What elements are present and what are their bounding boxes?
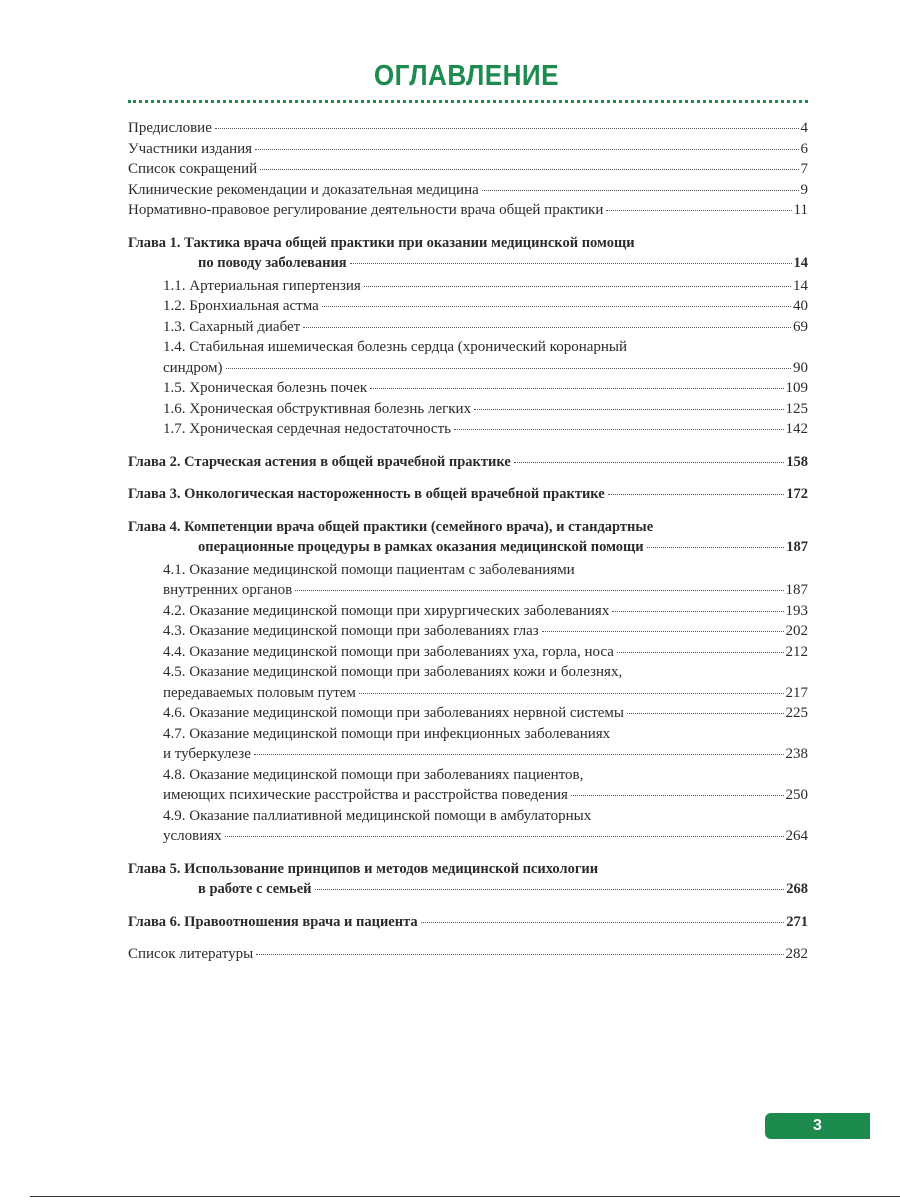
toc-page-number: 187 [785,582,808,598]
toc-entry-title: Участники издания [128,140,253,157]
toc-section-entry [128,806,808,847]
toc-section-entry [128,621,808,642]
toc-section-entry [128,276,808,297]
toc-entry-title: 4.6. Оказание медицинской помощи при заболеваниях нервной системы [163,705,624,721]
dot-leader [256,954,783,955]
toc-entry-first-line: Глава 1. Тактика врача общей практики при оказании медицинской помощи [128,234,635,251]
toc-section-entry [128,296,808,317]
dot-leader [474,409,783,410]
toc-entry-title: 4.2. Оказание медицинской помощи при хирургических заболеваниях [163,602,610,619]
toc-entry-title: условиях [163,828,222,844]
toc-section-entry [128,337,808,378]
dot-leader [421,922,785,923]
toc-entry-title: Глава 6. Правоотношения врача и пациента [128,913,418,930]
toc-chapter-entry [128,912,808,933]
toc-entry-title: в работе с семьей [198,881,312,897]
toc-entry [128,944,808,965]
toc-chapter-entry [128,859,808,900]
dot-leader [359,693,784,694]
toc-chapter-entry [128,452,808,473]
toc-section-entry [128,560,808,601]
toc-page-number: 217 [785,684,808,701]
dot-leader [315,889,785,890]
dot-leader [542,631,784,632]
dot-leader [612,611,783,612]
toc-page-number: 158 [786,453,808,470]
dot-leader [454,429,784,430]
toc-page-number: 6 [800,140,808,157]
table-of-contents [128,118,808,965]
toc-page-number: 14 [793,255,808,271]
toc-entry-title: Клинические рекомендации и доказательная медицина [128,181,479,198]
dot-leader [255,149,798,150]
dot-leader [215,128,799,129]
dot-leader [514,462,784,463]
dot-leader [303,327,791,328]
toc-entry-title: Предисловие [128,120,212,136]
toc-page-number: 271 [786,913,808,930]
toc-entry-title: 1.3. Сахарный диабет [163,318,301,335]
toc-entry [128,118,808,139]
toc-entry [128,159,808,180]
dot-leader [608,494,785,495]
toc-entry [128,139,808,160]
toc-entry-title: 4.4. Оказание медицинской помощи при заболеваниях уха, горла, носа [163,643,614,660]
toc-page-number: 268 [786,881,808,897]
toc-page-number: 187 [786,539,808,555]
toc-entry-title: и туберкулезе [163,746,251,762]
toc-section-entry [128,765,808,806]
toc-entry-title: внутренних органов [163,582,293,598]
toc-page-number: 9 [800,181,808,198]
page-number-tab: 3 [765,1113,870,1139]
toc-page-number: 69 [793,318,808,335]
toc-section-entry [128,642,808,663]
toc-entry-title: синдром) [163,359,223,376]
toc-entry-title: 4.3. Оказание медицинской помощи при заболеваниях глаз [163,623,539,639]
toc-entry-title: Глава 2. Старческая астения в общей врачебной практике [128,453,511,470]
dot-leader [606,210,791,211]
toc-section-entry [128,317,808,338]
toc-section-entry [128,662,808,703]
dot-leader [226,368,791,369]
toc-entry-first-line: 4.5. Оказание медицинской помощи при заболеваниях кожи и болезнях, [163,664,623,680]
toc-page-number: 264 [785,828,808,844]
toc-entry-first-line: 4.8. Оказание медицинской помощи при заболеваниях пациентов, [163,766,584,783]
toc-entry-title: имеющих психические расстройства и расстройства поведения [163,787,568,803]
toc-entry-title: 1.1. Артериальная гипертензия [163,277,361,294]
dot-leader [627,713,784,714]
dot-leader [254,754,784,755]
toc-entry-title: по поводу заболевания [198,255,347,271]
toc-page-number: 212 [785,643,808,660]
toc-section-entry [128,703,808,724]
toc-entry-first-line: 1.4. Стабильная ишемическая болезнь сердца (хронический коронарный [163,339,628,355]
toc-page-number: 225 [785,705,808,721]
toc-entry-title: 1.6. Хроническая обструктивная болезнь легких [163,400,472,417]
dot-leader [370,388,783,389]
dot-leader [571,795,784,796]
toc-entry-first-line: 4.1. Оказание медицинской помощи пациентам с заболеваниями [163,561,575,578]
dot-leader [295,590,783,591]
toc-entry-title: передаваемых половым путем [163,684,356,701]
page-title: ОГЛАВЛЕНИЕ [373,60,559,92]
toc-section-entry [128,399,808,420]
toc-page-number: 7 [800,161,808,177]
toc-page-number: 142 [785,421,808,437]
toc-chapter-entry [128,484,808,505]
toc-page-number: 40 [793,298,808,314]
toc-entry-title: Список сокращений [128,161,258,177]
toc-page-number: 14 [793,277,808,294]
toc-section-entry [128,601,808,622]
toc-chapter-entry [128,517,808,558]
toc-entry-first-line: Глава 4. Компетенции врача общей практики (семейного врача), и стандартные [128,518,654,535]
dot-leader [647,547,785,548]
dot-leader [322,306,791,307]
toc-page-number: 202 [785,623,808,639]
dot-leader [364,286,791,287]
toc-section-entry [128,378,808,399]
toc-entry-first-line: 4.7. Оказание медицинской помощи при инфекционных заболеваниях [163,725,611,742]
toc-page-number: 238 [785,746,808,762]
toc-page-number: 90 [793,359,808,376]
dot-leader [482,190,799,191]
toc-page-number: 109 [785,380,808,396]
dot-leader [260,169,798,170]
toc-entry [128,180,808,201]
bottom-rule [30,1196,900,1197]
toc-entry-title: Глава 3. Онкологическая настороженность в общей врачебной практике [128,486,605,502]
toc-page-number: 125 [785,400,808,417]
toc-chapter-entry [128,233,808,274]
toc-entry [128,200,808,221]
toc-entry-title: Список литературы [128,946,254,962]
toc-section-entry [128,419,808,440]
toc-entry-title: 1.2. Бронхиальная астма [163,298,319,314]
toc-entry-title: 1.7. Хроническая сердечная недостаточность [163,421,451,437]
toc-entry-first-line: 4.9. Оказание паллиативной медицинской помощи в амбулаторных [163,807,592,824]
toc-entry-title: операционные процедуры в рамках оказания медицинской помощи [198,539,644,555]
toc-page-number: 193 [785,602,808,619]
dot-leader [617,652,784,653]
toc-page-number: 172 [786,486,808,502]
dot-leader [350,263,792,264]
toc-entry-title: Нормативно-правовое регулирование деятельности врача общей практики [128,202,604,218]
toc-entry-title: 1.5. Хроническая болезнь почек [163,380,368,396]
toc-page-number: 11 [793,202,808,218]
toc-page-number: 4 [800,120,808,136]
toc-page-number: 282 [785,946,808,962]
toc-page-number: 250 [785,787,808,803]
toc-entry-first-line: Глава 5. Использование принципов и методов медицинской психологии [128,860,599,877]
toc-section-entry [128,724,808,765]
title-dotted-rule [128,100,808,103]
dot-leader [225,836,784,837]
